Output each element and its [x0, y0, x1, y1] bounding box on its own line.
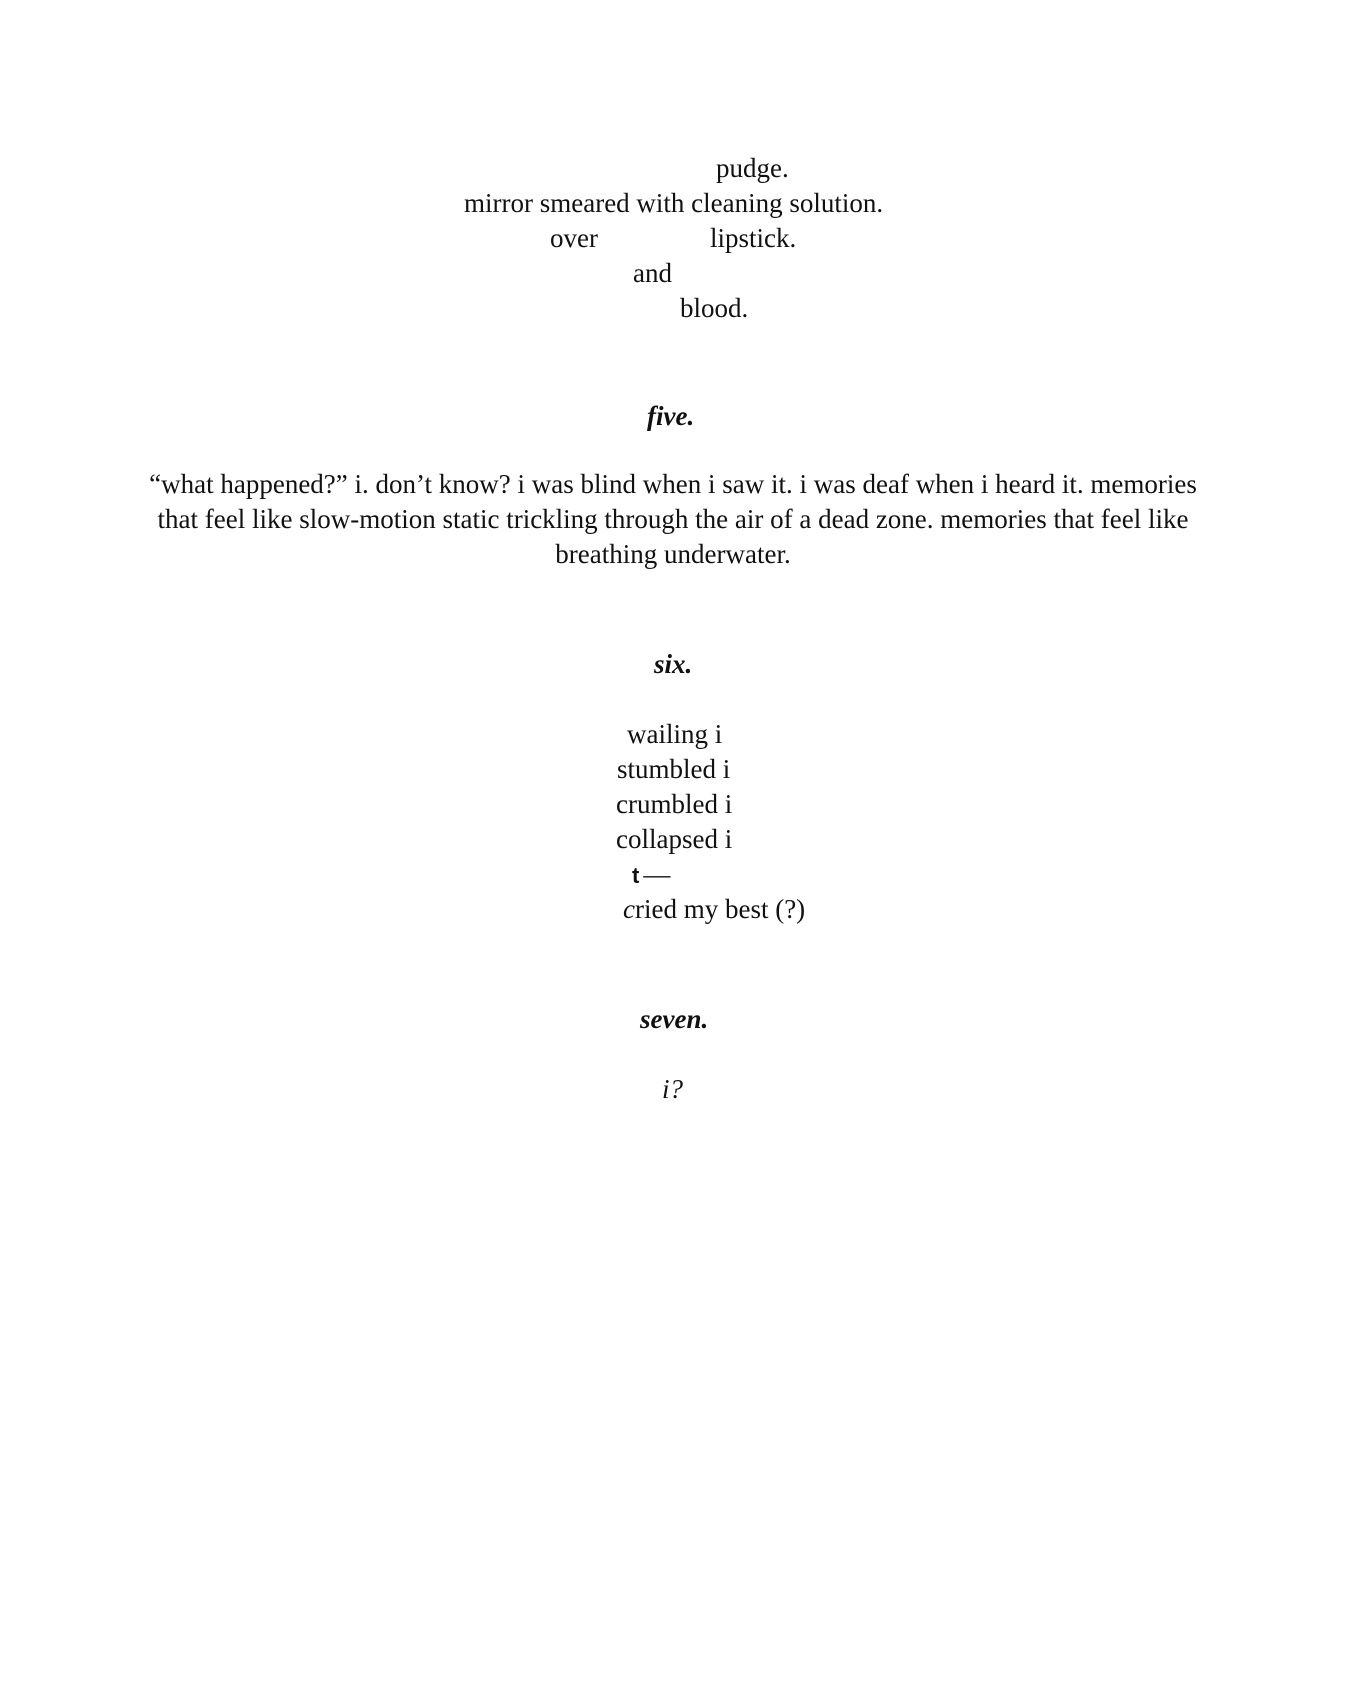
poem-line-wailing: wailing i: [627, 719, 723, 749]
em-dash: —: [643, 859, 671, 889]
poem-line-crumbled: crumbled i: [616, 789, 733, 819]
poem-line-i: i?: [662, 1074, 684, 1104]
poem-line-over: over: [550, 223, 598, 253]
letter-t: t: [632, 863, 640, 888]
poem-line-stumbled: stumbled i: [617, 754, 731, 784]
section-heading-seven: seven.: [640, 1004, 709, 1034]
section-heading-six: six.: [654, 649, 693, 679]
section-five-paragraph: “what happened?” i. don’t know? i was blind when i saw it. i was deaf when i heard it. memories that feel like slow-motion static trickling through the air of a dead zone. memories that feel like breathing underwater.: [149, 469, 1197, 569]
cried-rest: ried my best (?): [634, 894, 806, 924]
poem-line-cried: [623, 893, 805, 925]
poem-line-pudge: pudge.: [716, 153, 789, 183]
poem-line-blood: blood.: [680, 293, 749, 323]
italic-c: c: [623, 894, 635, 924]
poem-line-and: and: [633, 258, 672, 288]
section-heading-five: five.: [647, 401, 695, 431]
poem-line-collapsed: collapsed i: [616, 824, 733, 854]
poem-line-t-dash: [632, 858, 670, 892]
poem-line-lipstick: lipstick.: [710, 223, 797, 253]
poem-line-mirror: mirror smeared with cleaning solution.: [464, 188, 884, 218]
